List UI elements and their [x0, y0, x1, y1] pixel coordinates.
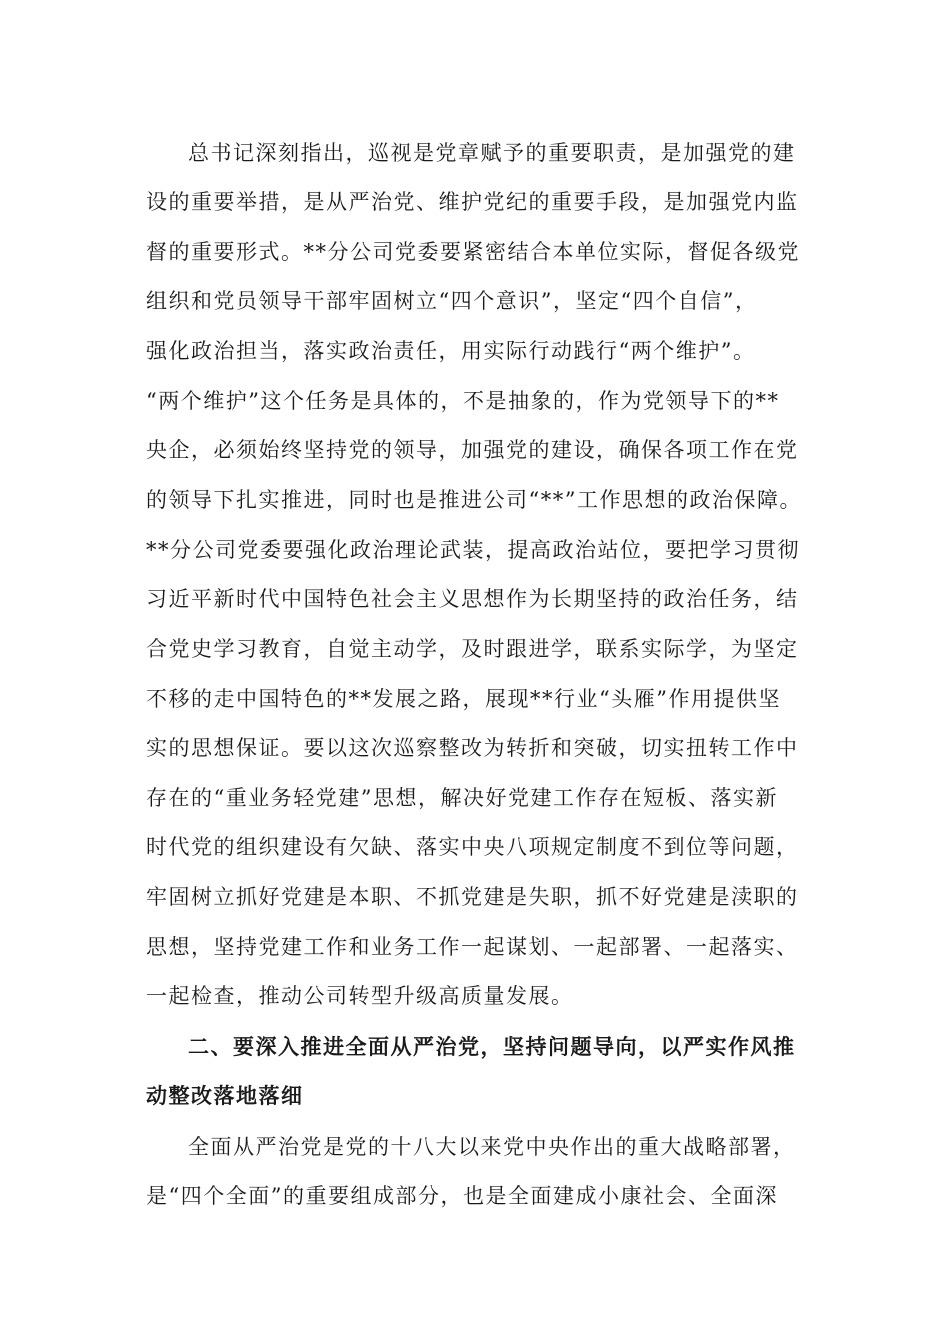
paragraph-line: 合党史学习教育，自觉主动学，及时跟进学，联系实际学，为坚定 — [146, 637, 799, 661]
paragraph-line: 强化政治担当，落实政治责任，用实际行动践行“两个维护”。 — [146, 339, 756, 363]
paragraph-line: “两个维护”这个任务是具体的，不是抽象的，作为党领导下的** — [146, 389, 780, 413]
paragraph-line: 的领导下扎实推进，同时也是推进公司“**”工作思想的政治保障。 — [146, 488, 802, 512]
paragraph-line: 组织和党员领导干部牢固树立“四个意识”，坚定“四个自信”， — [146, 289, 758, 313]
paragraph-line: **分公司党委要强化政治理论武装，提高政治站位，要把学习贯彻 — [146, 538, 800, 562]
paragraph-line: 思想，坚持党建工作和业务工作一起谋划、一起部署、一起落实、 — [146, 935, 799, 959]
paragraph-line: 存在的“重业务轻党建”思想，解决好党建工作存在短板、落实新 — [146, 786, 778, 810]
paragraph-line: 总书记深刻指出，巡视是党章赋予的重要职责，是加强党的建 — [188, 141, 796, 165]
paragraph-line: 是“四个全面”的重要组成部分，也是全面建成小康社会、全面深 — [146, 1184, 778, 1208]
section-heading: 二、要深入推进全面从严治党，坚持问题导向，以严实作风推 — [188, 1034, 796, 1059]
paragraph-line: 全面从严治党是党的十八大以来党中央作出的重大战略部署， — [188, 1135, 796, 1159]
paragraph-line: 习近平新时代中国特色社会主义思想作为长期坚持的政治任务，结 — [146, 587, 799, 611]
paragraph-line: 牢固树立抓好党建是本职、不抓党建是失职，抓不好党建是渎职的 — [146, 885, 799, 909]
section-heading: 动整改落地落细 — [146, 1083, 304, 1108]
paragraph-line: 设的重要举措，是从严治党、维护党纪的重要手段，是加强党内监 — [146, 190, 799, 214]
paragraph-line: 督的重要形式。**分公司党委要紧密结合本单位实际，督促各级党 — [146, 240, 800, 264]
paragraph-line: 时代党的组织建设有欠缺、落实中央八项规定制度不到位等问题， — [146, 835, 799, 859]
paragraph-line: 实的思想保证。要以这次巡察整改为转折和突破，切实扭转工作中 — [146, 736, 799, 760]
paragraph-line: 央企，必须始终坚持党的领导，加强党的建设，确保各项工作在党 — [146, 438, 799, 462]
paragraph-line: 不移的走中国特色的**发展之路，展现**行业“头雁”作用提供坚 — [146, 687, 781, 711]
paragraph-line: 一起检查，推动公司转型升级高质量发展。 — [146, 984, 574, 1008]
